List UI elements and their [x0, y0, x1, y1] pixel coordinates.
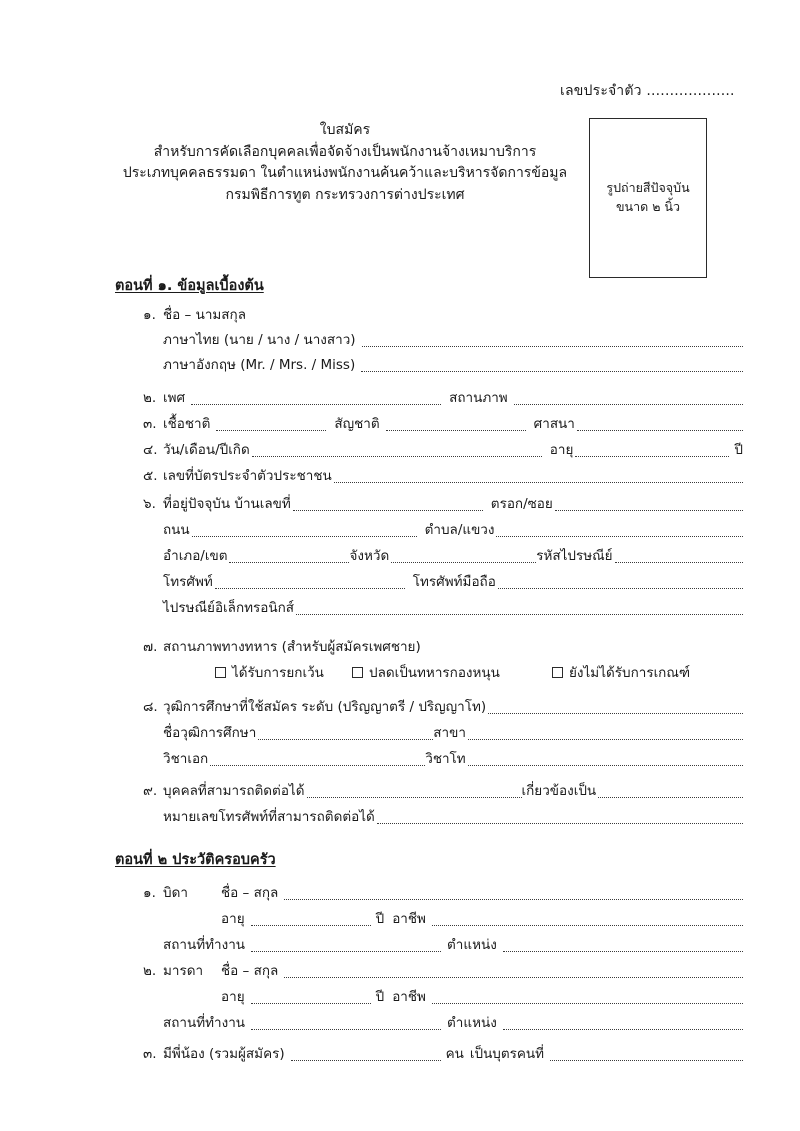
input-major[interactable]	[210, 765, 425, 766]
input-birthdate[interactable]	[252, 456, 542, 457]
label-name-english: ภาษาอังกฤษ (Mr. / Mrs. / Miss)	[163, 357, 356, 373]
input-name-thai[interactable]	[362, 346, 743, 347]
input-mother-name[interactable]	[284, 977, 743, 978]
photo-box-line-1: รูปถ่ายสีปัจจุบัน	[606, 180, 690, 196]
label-mother-workplace: สถานที่ทำงาน	[163, 1015, 246, 1031]
input-father-workplace[interactable]	[251, 951, 441, 952]
input-road[interactable]	[192, 536, 417, 537]
unit-person-siblings: คน	[445, 1046, 464, 1062]
label-siblings: มีพี่น้อง (รวมผู้สมัคร)	[163, 1046, 285, 1062]
input-province[interactable]	[391, 562, 536, 563]
item-number-1-7: ๗.	[143, 639, 158, 655]
label-address-house: ที่อยู่ปัจจุบัน บ้านเลขที่	[163, 496, 291, 512]
field-row-father-name	[143, 881, 743, 903]
label-alley: ตรอก/ซอย	[490, 496, 553, 512]
item-number-2-3: ๓.	[143, 1046, 157, 1062]
applicant-id-label: เลขประจำตัว	[560, 83, 642, 99]
label-nationality: สัญชาติ	[334, 416, 380, 432]
input-father-occupation[interactable]	[432, 925, 743, 926]
input-education-level[interactable]	[488, 713, 743, 714]
applicant-id-dots[interactable]: ...................	[646, 83, 735, 99]
input-ethnicity[interactable]	[216, 430, 326, 431]
input-relationship[interactable]	[598, 797, 743, 798]
input-phone[interactable]	[215, 588, 405, 589]
checkbox-icon-military-reserve[interactable]	[352, 667, 363, 678]
form-title-line-3: ประเภทบุคคลธรรมดา ในตำแหน่งพนักงานค้นคว้าและบริหารจัดการข้อมูล	[122, 165, 568, 182]
input-national-id[interactable]	[334, 482, 743, 483]
input-sex[interactable]	[191, 404, 441, 405]
field-row-education-level	[143, 695, 743, 717]
item-number-1-8: ๘.	[143, 699, 158, 715]
input-minor[interactable]	[468, 765, 743, 766]
checkbox-icon-military-exempt[interactable]	[215, 667, 226, 678]
field-row-father-age-occupation	[221, 907, 743, 929]
input-father-position[interactable]	[503, 951, 743, 952]
item-number-2-2: ๒.	[143, 963, 157, 979]
label-minor: วิชาโท	[425, 751, 466, 767]
section-1-heading: ตอนที่ ๑. ข้อมูลเบื้องต้น	[115, 278, 264, 294]
form-title-line-4: กรมพิธีการทูต กระทรวงการต่างประเทศ	[225, 187, 465, 204]
checkbox-icon-military-not-drafted[interactable]	[552, 667, 563, 678]
label-military-status: สถานภาพทางทหาร (สำหรับผู้สมัครเพศชาย)	[163, 639, 421, 655]
field-row-address-house	[143, 492, 743, 514]
label-father-occupation: อาชีพ	[392, 911, 426, 927]
input-contact-phone[interactable]	[377, 823, 743, 824]
form-title-line-2: สำหรับการคัดเลือกบุคคลเพื่อจัดจ้างเป็นพนักงานจ้างเหมาบริการ	[153, 143, 537, 160]
label-education-level: วุฒิการศึกษาที่ใช้สมัคร ระดับ (ปริญญาตรี / ปริญญาโท)	[163, 699, 487, 715]
field-row-national-id	[143, 464, 743, 486]
label-father-role: บิดา	[163, 885, 188, 901]
item-number-1-1: ๑.	[143, 307, 156, 323]
input-mobile[interactable]	[498, 588, 743, 589]
field-row-district	[163, 544, 743, 566]
field-row-mother-name	[143, 959, 743, 981]
field-row-email	[163, 596, 743, 618]
input-subdistrict[interactable]	[496, 536, 743, 537]
input-religion[interactable]	[577, 430, 743, 431]
field-row-full-name	[143, 303, 246, 325]
applicant-id-line	[560, 80, 735, 102]
input-district[interactable]	[229, 562, 349, 563]
label-phone: โทรศัพท์	[163, 574, 213, 590]
photo-box-line-2: ขนาด ๒ นิ้ว	[616, 199, 680, 214]
field-row-major	[163, 747, 743, 769]
label-contact-person: บุคคลที่สามารถติดต่อได้	[163, 783, 305, 799]
section-2-heading: ตอนที่ ๒ ประวัติครอบครัว	[115, 852, 276, 868]
label-field-of-study: สาขา	[433, 725, 466, 741]
checkbox-label-military-not-drafted: ยังไม่ได้รับการเกณฑ์	[569, 665, 691, 681]
label-ethnicity: เชื้อชาติ	[163, 416, 211, 432]
field-row-birthdate	[143, 438, 743, 460]
field-row-name-english	[163, 353, 743, 375]
field-row-military-status	[143, 635, 421, 657]
label-province: จังหวัด	[349, 548, 390, 564]
input-degree-name[interactable]	[258, 739, 433, 740]
input-alley[interactable]	[555, 510, 743, 511]
label-subdistrict: ตำบล/แขวง	[424, 522, 495, 538]
input-marital-status[interactable]	[514, 404, 743, 405]
field-row-mother-age-occupation	[221, 985, 743, 1007]
label-mobile: โทรศัพท์มือถือ	[412, 574, 496, 590]
item-number-1-9: ๙.	[143, 783, 158, 799]
label-mother-name: ชื่อ – สกุล	[221, 963, 279, 979]
form-title-line-1: ใบสมัคร	[319, 122, 371, 138]
label-degree-name: ชื่อวุฒิการศึกษา	[163, 725, 257, 741]
label-age: อายุ	[549, 442, 574, 458]
input-name-english[interactable]	[361, 371, 743, 372]
photo-placeholder-box	[589, 118, 707, 278]
label-postcode: รหัสไปรษณีย์	[536, 548, 613, 564]
field-row-mother-workplace	[163, 1011, 743, 1033]
checkbox-military-reserve[interactable]	[352, 661, 500, 683]
field-row-ethnicity	[143, 412, 743, 434]
unit-year-father-age: ปี	[375, 911, 385, 927]
label-mother-position: ตำแหน่ง	[447, 1015, 497, 1031]
label-major: วิชาเอก	[163, 751, 209, 767]
form-title-block	[120, 120, 570, 207]
label-mother-occupation: อาชีพ	[392, 989, 426, 1005]
label-father-age: อายุ	[221, 911, 245, 927]
label-relationship: เกี่ยวข้องเป็น	[521, 783, 597, 799]
input-nationality[interactable]	[386, 430, 526, 431]
item-number-1-2: ๒.	[143, 390, 157, 406]
item-number-1-6: ๖.	[143, 496, 156, 512]
input-postcode[interactable]	[615, 562, 743, 563]
input-father-name[interactable]	[284, 899, 743, 900]
unit-year-age: ปี	[734, 442, 743, 458]
input-father-age[interactable]	[251, 925, 371, 926]
input-mother-occupation[interactable]	[432, 1003, 743, 1004]
label-marital-status: สถานภาพ	[449, 390, 508, 406]
label-mother-role: มารดา	[163, 963, 204, 979]
checkbox-label-military-reserve: ปลดเป็นทหารกองหนุน	[369, 665, 500, 681]
input-field-of-study[interactable]	[468, 739, 743, 740]
label-sex: เพศ	[163, 390, 186, 406]
checkbox-military-not-drafted[interactable]	[552, 661, 690, 683]
label-birth-order: เป็นบุตรคนที่	[469, 1046, 545, 1062]
unit-year-mother-age: ปี	[375, 989, 385, 1005]
label-contact-phone: หมายเลขโทรศัพท์ที่สามารถติดต่อได้	[163, 809, 375, 825]
label-email: ไปรษณีย์อิเล็กทรอนิกส์	[163, 600, 295, 616]
input-siblings-count[interactable]	[291, 1060, 441, 1061]
input-mother-workplace[interactable]	[251, 1029, 441, 1030]
label-district: อำเภอ/เขต	[163, 548, 228, 564]
label-birthdate: วัน/เดือน/ปีเกิด	[163, 442, 250, 458]
input-mother-age[interactable]	[251, 1003, 371, 1004]
checkbox-label-military-exempt: ได้รับการยกเว้น	[232, 665, 324, 681]
field-row-name-thai	[163, 328, 743, 350]
label-national-id: เลขที่บัตรประจำตัวประชาชน	[163, 468, 332, 484]
input-mother-position[interactable]	[503, 1029, 743, 1030]
field-row-degree-name	[163, 721, 743, 743]
input-contact-person[interactable]	[307, 797, 522, 798]
field-row-phone	[163, 570, 743, 592]
item-number-1-5: ๕.	[143, 468, 158, 484]
label-full-name: ชื่อ – นามสกุล	[163, 307, 246, 323]
label-road: ถนน	[163, 522, 190, 538]
field-row-contact-person	[143, 779, 743, 801]
input-address-house[interactable]	[293, 510, 483, 511]
label-father-workplace: สถานที่ทำงาน	[163, 937, 246, 953]
field-row-contact-phone	[163, 805, 743, 827]
label-father-position: ตำแหน่ง	[447, 937, 497, 953]
item-number-2-1: ๑.	[143, 885, 156, 901]
input-age[interactable]	[575, 456, 729, 457]
item-number-1-3: ๓.	[143, 416, 157, 432]
item-number-1-4: ๔.	[143, 442, 158, 458]
field-row-sex-status	[143, 386, 743, 408]
field-row-road	[163, 518, 743, 540]
checkbox-military-exempt[interactable]	[215, 661, 324, 683]
input-birth-order[interactable]	[550, 1060, 743, 1061]
label-father-name: ชื่อ – สกุล	[221, 885, 279, 901]
field-row-siblings	[143, 1042, 743, 1064]
label-mother-age: อายุ	[221, 989, 245, 1005]
input-email[interactable]	[296, 614, 743, 615]
field-row-father-workplace	[163, 933, 743, 955]
label-name-thai: ภาษาไทย (นาย / นาง / นางสาว)	[163, 332, 356, 348]
label-religion: ศาสนา	[533, 416, 575, 432]
